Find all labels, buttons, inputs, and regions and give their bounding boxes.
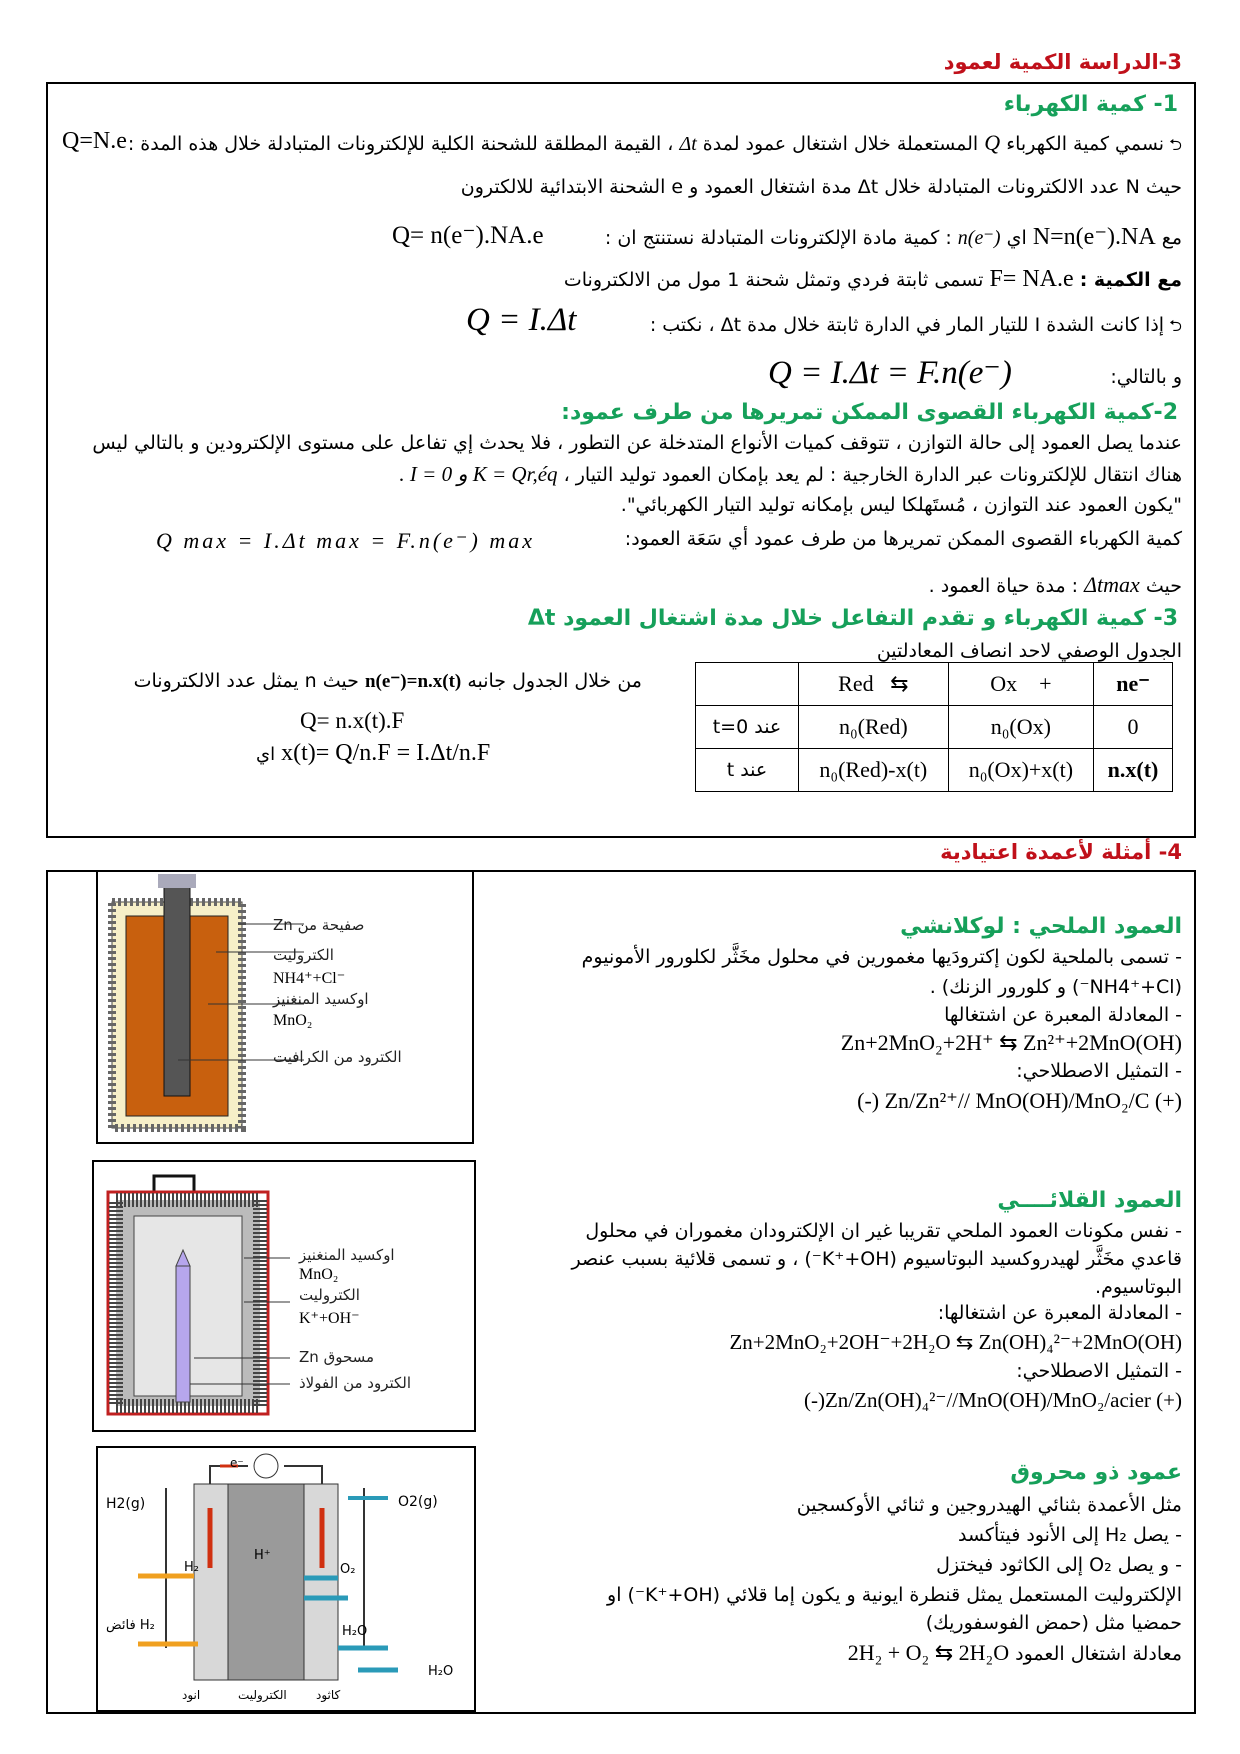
th-red: Red [838, 671, 874, 696]
s2-p2-eq: K = Qr,éq و I = 0 . [399, 462, 558, 486]
table-cell: n₀(Red)-x(t) [799, 749, 949, 792]
s1-l1-q: Q [984, 130, 1001, 155]
ex1-eq: Zn+2MnO₂+2H⁺ ⇆ Zn²⁺+2MnO(OH) [840, 1030, 1182, 1055]
alkaline-diagram [94, 1162, 474, 1430]
ex2-title: العمود القلائــــي [997, 1188, 1182, 1213]
s2-p5-eq: Δtmax [1084, 572, 1140, 597]
s1-line3 [605, 222, 1182, 251]
s1-eq-q-ne-na-e: Q= n(e⁻).NA.e [392, 222, 544, 249]
table-cell: 0 [1094, 706, 1173, 749]
ex3-l5: حمضيا مثل (حمض الفوسفوريك) [925, 1612, 1182, 1634]
s1-eq-q-i-dt-fne: Q = I.Δt = F.n(e⁻) [768, 355, 1012, 391]
ex3-l6 [848, 1640, 1182, 1666]
ex2-l3: البوتاسيوم. [1095, 1276, 1182, 1298]
steel-collector [176, 1266, 190, 1402]
ex3-title: عمود ذو محروق [1010, 1460, 1182, 1485]
fig1-label: NH4⁺+Cl⁻ [273, 970, 346, 987]
table-row [696, 749, 1173, 792]
ex3-l4: الإلكتروليت المستعمل يمثل قنطرة ايونية و يكون إما قلائي (K⁺+OH⁻) او [607, 1584, 1182, 1606]
table-cell [696, 663, 799, 706]
s3-side3-eq: x(t)= Q/n.F = I.Δt/n.F [281, 740, 491, 766]
ex1-l3: - المعادلة المعبرة عن اشتغالها [944, 1004, 1182, 1026]
fig3-label: O2(g) [398, 1494, 438, 1510]
s1-l3-ne: n(e⁻) [957, 227, 1001, 249]
table-header-row [696, 663, 1173, 706]
ex1-rep: (-) Zn/Zn²⁺// MnO(OH)/MnO₂/C (+) [857, 1088, 1182, 1113]
ex2-l4: - المعادلة المعبرة عن اشتغالها: [937, 1302, 1182, 1324]
cap [154, 1176, 194, 1192]
section-4-heading: 4- أمثلة لأعمدة اعتيادية [940, 840, 1182, 864]
load-icon [254, 1454, 278, 1478]
fig2-label: الكتروليت [299, 1286, 360, 1304]
s1-l4-eq: F= NA.e [989, 266, 1074, 292]
s3-side2: Q= n.x(t).F [300, 708, 405, 733]
fig3-label: انود [182, 1688, 201, 1702]
ex1-l1: - تسمى بالملحية لكون إكترودَيها مغمورين في محلول مخَثَّر لكلورور الأمونيوم [581, 946, 1182, 968]
s1-l4-a: مع الكمية : [1079, 269, 1182, 291]
ex3-l1: مثل الأعمدة بثنائي الهيدروجين و ثنائي الأوكسجين [796, 1494, 1182, 1516]
fig3-label: فائض H₂ [106, 1618, 155, 1633]
ex3-l6-a: معادلة اشتغال العمود [1015, 1643, 1182, 1665]
table-cell [799, 663, 949, 706]
table-cell: n₀(Ox)+x(t) [948, 749, 1093, 792]
fig1-label: MnO₂ [273, 1012, 313, 1029]
s2-p5-b: : مدة حياة العمود . [928, 575, 1079, 597]
fig2-label: K⁺+OH⁻ [299, 1310, 360, 1327]
s2-p4: كمية الكهرباء القصوى الممكن تمريرها من طرف عمود أي سَعَة العمود: [624, 528, 1182, 550]
table-cell: n₀(Ox) [948, 706, 1093, 749]
s3-subtitle: الجدول الوصفي لاحد انصاف المعادلتين [876, 640, 1182, 662]
ex1-title: العمود الملحي : لوكلانشي [900, 914, 1182, 939]
s1-eq-q-i-dt: Q = I.Δt [466, 302, 577, 338]
table-row-label: عند t [696, 749, 799, 792]
water-arrow-icon [338, 1648, 398, 1670]
s1-l5-a: إذا كانت الشدة I للتيار المار في الدارة ثابتة خلال مدة Δt ، نكتب : [649, 314, 1165, 336]
s2-p2 [399, 462, 1182, 487]
fig1-label: الكتروليت [273, 946, 334, 964]
fig1-label: اوكسيد المنغنيز [273, 990, 369, 1008]
ex3-l3: - و يصل O₂ إلى الكاثود فيختزل [936, 1554, 1182, 1576]
fig2-label: مسحوق Zn [299, 1348, 375, 1366]
ex2-l5: - التمثيل الاصطلاحي: [1016, 1360, 1182, 1382]
graphite-rod [164, 886, 190, 1096]
advancement-table [695, 662, 1173, 792]
table-cell: n.x(t) [1094, 749, 1173, 792]
s2-p2-a: هناك انتقال للإلكترونات عبر الدارة الخارجية : لم يعد بإمكان العمود توليد التيار ، [563, 464, 1182, 486]
s1-title: 1- كمية الكهرباء [1003, 92, 1178, 117]
fuel-cell-figure [96, 1446, 476, 1712]
fig3-label: O₂ [340, 1562, 356, 1577]
leclanche-figure [96, 870, 474, 1144]
fig3-label: H⁺ [254, 1548, 271, 1563]
s2-p5-a: حيث [1145, 575, 1182, 597]
s1-l4-b: تسمى ثابتة فردي وتمثل شحنة 1 مول من الالكترونات [563, 269, 984, 291]
s3-side3-pre: اي [256, 744, 276, 765]
s1-eq-qne: Q=N.e [62, 128, 127, 154]
table-cell [948, 663, 1093, 706]
table-row-label: عند t=0 [696, 706, 799, 749]
fig3-label: الكتروليت [238, 1688, 287, 1702]
ex2-l1: - نفس مكونات العمود الملحي تقريبا غير ان الإلكترودان مغموران في محلول [585, 1220, 1182, 1242]
s2-p3: "يكون العمود عند التوازن ، مُستَهلكا ليس بإمكانه توليد التيار الكهربائي". [620, 494, 1182, 516]
fig2-label: الكترود من الفولاذ [299, 1374, 412, 1392]
th-ne: ne⁻ [1094, 663, 1173, 706]
s2-eq-qmax: Q max = I.Δt max = F.n(e⁻) max [156, 528, 536, 553]
fig3-label: H₂ [184, 1560, 199, 1575]
th-arrow: ⇆ [890, 671, 909, 696]
electrolyte [228, 1484, 304, 1680]
fig1-label: الكترود من الكرافيت [273, 1048, 402, 1066]
s3-side1-a: من خلال الجدول جانبه [467, 670, 642, 692]
table-row [696, 706, 1173, 749]
fig1-label: صفيحة من Zn [273, 916, 365, 934]
s1-l3-a: مع [1161, 227, 1182, 249]
s3-side3 [256, 740, 490, 767]
fig3-label: H2(g) [106, 1496, 146, 1512]
th-ox: Ox [990, 671, 1018, 696]
fig3-label: e⁻ [230, 1456, 244, 1470]
s2-title: 2-كمية الكهرباء القصوى الممكن تمريرها من طرف عمود: [561, 400, 1178, 425]
s1-l3-eq1: N=n(e⁻).NA [1032, 224, 1156, 250]
cap [158, 874, 196, 888]
th-plus: + [1039, 671, 1052, 696]
s1-line4 [564, 266, 1182, 293]
fig2-label: اوكسيد المنغنيز [299, 1246, 395, 1264]
s1-l1-a: نسمي كمية الكهرباء [1006, 133, 1165, 155]
fig3-label: H₂O [342, 1624, 368, 1639]
fig3-label: H₂O [428, 1664, 454, 1679]
ex3-l6-eq: 2H₂ + O₂ ⇆ 2H₂O [847, 1640, 1010, 1665]
s2-p5 [929, 572, 1182, 598]
s1-l1-c: ، القيمة المطلقة للشحنة الكلية للإلكترونات المتبادلة خلال هذه المدة : [127, 133, 674, 155]
s1-l1-dt: Δt [679, 133, 697, 155]
s3-side1-eq: n(e⁻)=n.x(t) [364, 671, 462, 692]
ex2-l2: قاعدي مخَثَّر لهيدروكسيد البوتاسيوم (K⁺+OH⁻) ، و تسمى قلائية بسبب عنصر [571, 1248, 1182, 1270]
ex3-l2: - يصل H₂ إلى الأنود فيتأكسد [957, 1524, 1182, 1546]
fuel-cell-diagram [98, 1448, 474, 1710]
fig3-label: كاثود [316, 1688, 341, 1702]
s1-line5: ⮌ إذا كانت الشدة I للتيار المار في الدارة ثابتة خلال مدة Δt ، نكتب : [649, 314, 1182, 336]
ex2-rep: (-)Zn/Zn(OH)₄²⁻//MnO(OH)/MnO₂/acier (+) [803, 1388, 1182, 1412]
s3-side1 [92, 670, 642, 693]
s1-line6: و بالتالي: [1110, 366, 1182, 388]
s1-l1-b: المستعملة خلال اشتغال عمود لمدة [702, 133, 979, 155]
s3-side1-b: حيث n يمثل عدد الالكترونات [133, 670, 359, 692]
s1-l3-b: اي [1006, 227, 1027, 249]
ex2-eq: Zn+2MnO₂+2OH⁻+2H₂O ⇆ Zn(OH)₄²⁻+2MnO(OH) [729, 1330, 1182, 1354]
s1-l3-c: : كمية مادة الإلكترونات المتبادلة نستنتج ان : [604, 227, 952, 249]
s2-p1: عندما يصل العمود إلى حالة التوازن ، تتوقف كميات الأنواع المتدخلة عن التطور ، فلا يحدث إي تفاعل على مستوى الإلكترودين و بالتالي ليس [92, 432, 1182, 454]
ex1-l2: (NH4⁺+Cl⁻) و كلورور الزنك) . [929, 976, 1182, 998]
section-3-heading: 3-الدراسة الكمية لعمود [943, 50, 1182, 74]
fig2-label: MnO₂ [299, 1266, 339, 1283]
s1-line1: ⮌ نسمي كمية الكهرباء Q المستعملة خلال اشتغال عمود لمدة Δt ، القيمة المطلقة للشحنة الكلية للإلكترونات المتبادلة خلال هذه المدة : [127, 130, 1182, 155]
table-cell: n₀(Red) [799, 706, 949, 749]
s1-line2: حيث N عدد الالكترونات المتبادلة خلال Δt مدة اشتغال العمود و e الشحنة الابتدائية للالكترون [460, 176, 1182, 198]
s3-title: 3- كمية الكهرباء و تقدم التفاعل خلال مدة اشتغال العمود Δt [527, 606, 1178, 631]
alkaline-figure [92, 1160, 476, 1432]
ex1-l4: - التمثيل الاصطلاحي: [1016, 1060, 1182, 1082]
